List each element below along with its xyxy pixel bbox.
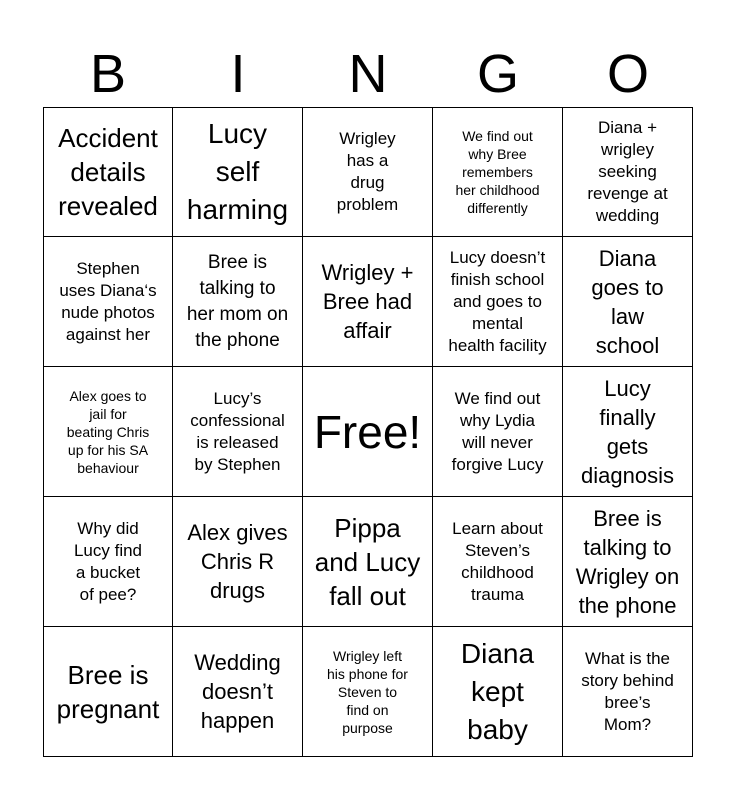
bingo-cell[interactable] xyxy=(43,497,173,627)
cell-text: We find out why Bree remembers her childhood differently xyxy=(455,128,540,216)
bingo-cell[interactable] xyxy=(433,497,563,627)
bingo-cell[interactable] xyxy=(563,497,693,627)
cell-text: Alex goes to jail for beating Chris up for his SA behaviour xyxy=(66,387,150,476)
bingo-cell[interactable] xyxy=(43,237,173,367)
bingo-cell[interactable] xyxy=(43,367,173,497)
bingo-cell[interactable] xyxy=(43,107,173,237)
cell-text: Bree is talking to Wrigley on the phone xyxy=(575,505,680,618)
cell-text: Bree is talking to her mom on the phone xyxy=(186,251,289,351)
bingo-cell[interactable] xyxy=(433,107,563,237)
cell-text: Wedding doesn’t happen xyxy=(194,650,281,733)
cell-text: Lucy doesn’t finish school and goes to mental health facility xyxy=(448,247,547,355)
bingo-cell[interactable] xyxy=(173,627,303,757)
cell-text: Alex gives Chris R drugs xyxy=(187,520,288,603)
bingo-cell[interactable] xyxy=(563,107,693,237)
header-letter-i: I xyxy=(230,44,246,104)
free-space-cell[interactable] xyxy=(303,367,433,497)
cell-text: Wrigley has a drug problem xyxy=(336,129,399,214)
bingo-cell[interactable] xyxy=(433,237,563,367)
bingo-cell[interactable] xyxy=(563,627,693,757)
cell-text: Diana goes to law school xyxy=(591,245,664,358)
cell-text: Lucy self harming xyxy=(186,118,289,225)
bingo-cell[interactable] xyxy=(173,237,303,367)
bingo-cell[interactable] xyxy=(303,237,433,367)
bingo-cell[interactable] xyxy=(433,367,563,497)
bingo-cell[interactable] xyxy=(173,367,303,497)
bingo-cell[interactable] xyxy=(173,497,303,627)
cell-text: Learn about Steven’s childhood trauma xyxy=(452,518,543,604)
cell-text: Pippa and Lucy fall out xyxy=(314,512,421,611)
bingo-cell[interactable] xyxy=(303,627,433,757)
cell-text: Wrigley left his phone for Steven to find on purpose xyxy=(327,647,408,736)
cell-text: Stephen uses Diana‘s nude photos against her xyxy=(59,258,157,344)
bingo-header xyxy=(43,42,693,106)
bingo-cell[interactable] xyxy=(173,107,303,237)
cell-text: What is the story behind bree’s Mom? xyxy=(581,648,674,734)
header-letter-n: N xyxy=(348,44,388,104)
bingo-cell[interactable] xyxy=(303,107,433,237)
free-space-text: Free! xyxy=(313,405,422,458)
cell-text: We find out why Lydia will never forgive Lucy xyxy=(451,388,544,474)
cell-text: Wrigley + Bree had affair xyxy=(321,260,414,343)
bingo-cell[interactable] xyxy=(433,627,563,757)
header-letter-b: B xyxy=(89,44,127,104)
cell-text: Lucy’s confessional is released by Stephen xyxy=(190,388,285,474)
bingo-cell[interactable] xyxy=(303,497,433,627)
bingo-board xyxy=(43,107,693,757)
cell-text: Diana + wrigley seeking revenge at wedding xyxy=(587,118,668,225)
bingo-cell[interactable] xyxy=(563,367,693,497)
bingo-cell[interactable] xyxy=(563,237,693,367)
cell-text: Lucy finally gets diagnosis xyxy=(581,375,674,488)
cell-text: Why did Lucy find a bucket of pee? xyxy=(73,518,143,604)
header-letter-g: G xyxy=(476,44,519,104)
cell-text: Diana kept baby xyxy=(460,637,535,745)
cell-text: Bree is pregnant xyxy=(56,659,160,724)
bingo-cell[interactable] xyxy=(43,627,173,757)
cell-text: Accident details revealed xyxy=(58,123,158,221)
header-letter-o: O xyxy=(606,44,649,104)
